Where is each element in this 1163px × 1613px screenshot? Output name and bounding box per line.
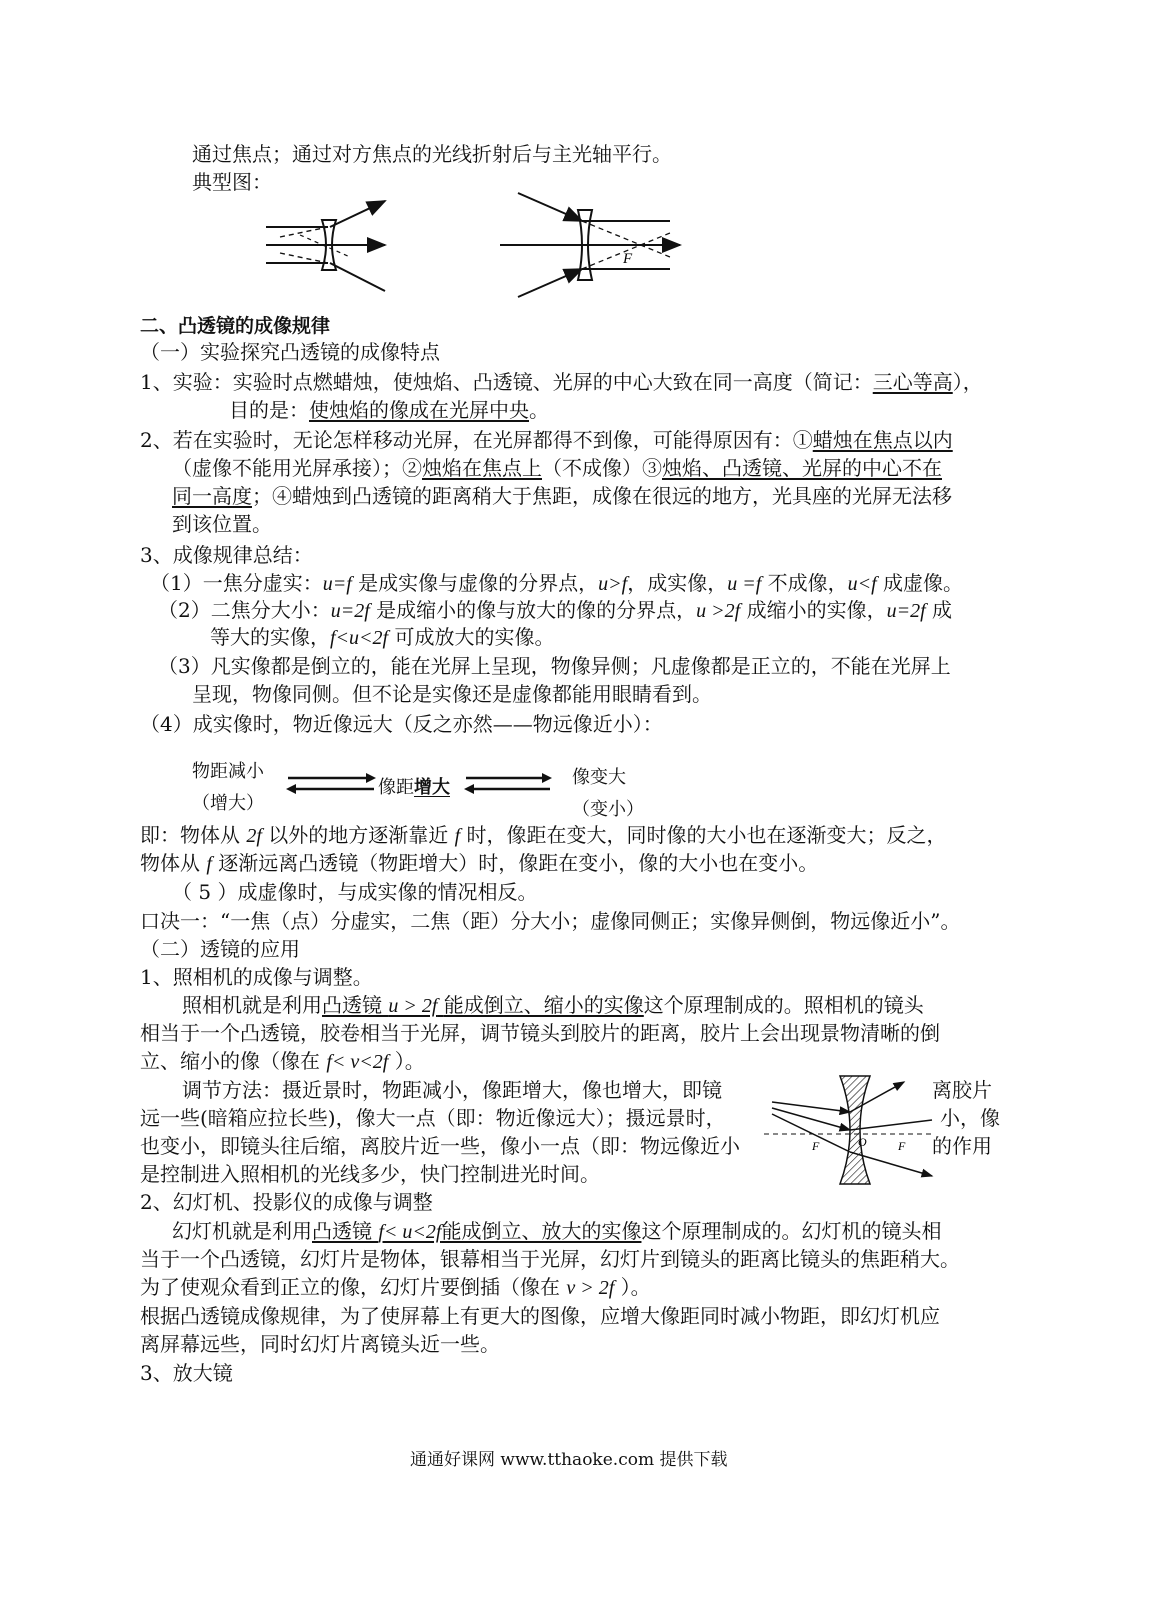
projector-line-1: 幻灯机就是利用凸透镜 f< u<2f能成倒立、放大的实像这个原理制成的。幻灯机的镜头相: [172, 1219, 942, 1243]
flow-image-size: 像变大: [572, 767, 626, 788]
rules-title: 3、成像规律总结：: [140, 543, 313, 567]
adjust-line-1b: 离胶片: [932, 1078, 992, 1102]
rule-3-cont: 呈现，物像同侧。但不论是实像还是虚像都能用眼睛看到。: [192, 682, 712, 706]
rule-5: （ 5 ）成虚像时，与成实像的情况相反。: [172, 880, 538, 904]
projector-line-3: 为了使观众看到正立的像，幻灯片要倒插（像在 v > 2f ）。: [140, 1275, 651, 1299]
rule-2-cont: 等大的实像，f<u<2f 可成放大的实像。: [210, 625, 555, 649]
rule-4: （4）成实像时，物近像远大（反之亦然——物远像近小）：: [140, 712, 663, 736]
explain-line-1: 即：物体从 2f 以外的地方逐渐靠近 f 时，像距在变大，同时像的大小也在逐渐变大；反之，: [140, 823, 947, 847]
focus-label: F: [623, 251, 633, 267]
flow-image-size-alt: （变小）: [572, 799, 644, 820]
mnemonic: 口决一：“一焦（点）分虚实，二焦（距）分大小；虚像同侧正；实像异侧倒，物远像近小”。: [140, 909, 961, 933]
projector-line-2: 当于一个凸透镜，幻灯片是物体，银幕相当于光屏，幻灯片到镜头的距离比镜头的焦距稍大。: [140, 1247, 960, 1271]
camera-line-1: 照相机就是利用凸透镜 u > 2f 能成倒立、缩小的实像这个原理制成的。照相机的镜头: [182, 993, 924, 1017]
explain-line-2: 物体从 f 逐渐远离凸透镜（物距增大）时，像距在变小，像的大小也在变小。: [140, 851, 819, 875]
subsection-experiment: （一）实验探究凸透镜的成像特点: [140, 340, 440, 364]
experiment-line-1: 1、实验：实验时点燃蜡烛，使烛焰、凸透镜、光屏的中心大致在同一高度（简记：三心等高），: [140, 370, 983, 394]
adjust-line-1a: 调节方法：摄近景时，物距减小，像距增大，像也增大，即镜: [182, 1078, 722, 1102]
adjust-line-3a: 也变小，即镜头往后缩，离胶片近一些，像小一点（即：物远像近小: [140, 1134, 740, 1158]
adjust-line-2b: 小，像: [940, 1106, 1000, 1130]
reason-line-4: 到该位置。: [172, 512, 272, 536]
focus-right-label: F: [898, 1139, 906, 1153]
experiment-line-2: 目的是：使烛焰的像成在光屏中央。: [229, 398, 549, 422]
flow-object-distance: 物距减小: [192, 761, 264, 782]
reason-line-1: 2、若在实验时，无论怎样移动光屏，在光屏都得不到像，可能得原因有：①蜡烛在焦点以内: [140, 428, 953, 452]
adjust-line-3b: 的作用: [932, 1134, 992, 1158]
page-footer: 通通好课网 www.tthaoke.com 提供下载: [410, 1450, 728, 1470]
rule-2: （2）二焦分大小：u=2f 是成缩小的像与放大的像的分界点，u >2f 成缩小的实像，u=2f 成: [158, 598, 952, 622]
subsection-applications: （二）透镜的应用: [140, 937, 300, 961]
magnifier-title: 3、放大镜: [140, 1361, 233, 1385]
camera-title: 1、照相机的成像与调整。: [140, 965, 373, 989]
section-title: 二、凸透镜的成像规律: [140, 315, 331, 337]
text-line-focus: 通过焦点；通过对方焦点的光线折射后与主光轴平行。: [192, 142, 672, 166]
flow-image-distance: 像距增大: [378, 777, 450, 798]
adjust-line-4: 是控制进入照相机的光线多少，快门控制进光时间。: [140, 1162, 600, 1186]
rule-3: （3）凡实像都是倒立的，能在光屏上呈现，物像异侧；凡虚像都是正立的，不能在光屏上: [158, 654, 951, 678]
projector-line-4: 根据凸透镜成像规律，为了使屏幕上有更大的图像，应增大像距同时减小物距，即幻灯机应: [140, 1304, 940, 1328]
projector-line-5: 离屏幕远些，同时幻灯片离镜头近一些。: [140, 1332, 500, 1356]
rule-1: （1）一焦分虚实：u=f 是成实像与虚像的分界点，u>f，成实像，u =f 不成像，u<f 成虚像。: [150, 571, 964, 595]
reason-line-2: （虚像不能用光屏承接）；②烛焰在焦点上（不成像）③烛焰、凸透镜、光屏的中心不在: [172, 456, 942, 480]
left-concave-lens: [266, 201, 385, 291]
camera-line-2: 相当于一个凸透镜，胶卷相当于光屏，调节镜头到胶片的距离，胶片上会出现景物清晰的倒: [140, 1021, 940, 1045]
projector-title: 2、幻灯机、投影仪的成像与调整: [140, 1190, 433, 1214]
adjust-line-2a: 远一些(暗箱应拉长些)，像大一点（即：物近像远大）；摄远景时，: [140, 1106, 726, 1130]
concave-lens-focus-diagram: [764, 1072, 934, 1192]
camera-line-3: 立、缩小的像（像在 f< v<2f ）。: [140, 1049, 425, 1073]
focus-left-label: F: [812, 1139, 820, 1153]
concave-lens-diagram: [260, 185, 690, 305]
optical-center-label: O: [858, 1135, 867, 1149]
flow-arrows: [286, 770, 556, 800]
text-typical-figure: 典型图：: [192, 170, 272, 194]
reason-line-3: 同一高度；④蜡烛到凸透镜的距离稍大于焦距，成像在很远的地方，光具座的光屏无法移: [172, 484, 952, 508]
flow-object-distance-alt: （增大）: [192, 793, 264, 814]
right-concave-lens: [500, 193, 680, 297]
